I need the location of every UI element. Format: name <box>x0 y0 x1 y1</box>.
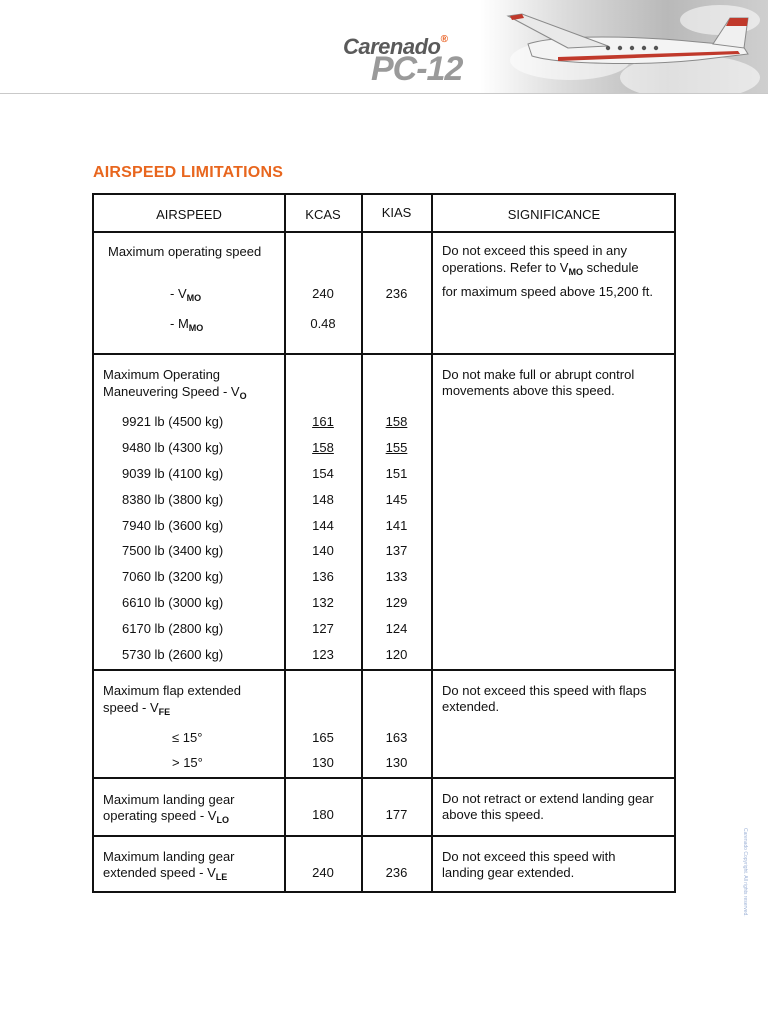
vo-kias: 155 <box>385 440 408 455</box>
vo-weight: 5730 lb (2600 kg) <box>122 647 224 662</box>
vfe-flap-setting: > 15° <box>172 755 203 770</box>
vfe-kcas: 165 <box>312 730 334 745</box>
vo-weight: 7060 lb (3200 kg) <box>122 569 224 584</box>
vmo-significance-line3: for maximum speed above 15,200 ft. <box>442 284 654 299</box>
vfe-label-line1: Maximum flap extended <box>103 683 242 698</box>
vo-kias: 120 <box>385 647 408 662</box>
vlo-label-line1: Maximum landing gear <box>103 792 235 807</box>
copyright-note: Carenado Copyright. All rights reserved. <box>742 828 748 917</box>
vle-significance-line2: landing gear extended. <box>442 865 575 880</box>
row-divider <box>94 835 674 837</box>
vlo-kcas: 180 <box>312 807 334 822</box>
vmo-kias: 236 <box>385 286 408 301</box>
row-divider <box>94 669 674 671</box>
row-divider <box>94 777 674 779</box>
vo-weight: 9480 lb (4300 kg) <box>122 440 224 455</box>
vo-kias: 129 <box>385 595 408 610</box>
vo-kcas: 140 <box>312 543 334 558</box>
vo-kcas: 123 <box>312 647 334 662</box>
vle-kcas: 240 <box>312 865 334 880</box>
section-title: AIRSPEED LIMITATIONS <box>93 164 284 181</box>
vo-kcas: 161 <box>312 414 334 429</box>
vo-kcas: 136 <box>312 569 334 584</box>
header-divider <box>0 93 768 94</box>
vfe-label-line2: speed - $V_{FE}$ <box>103 700 171 717</box>
vo-weight: 8380 lb (3800 kg) <box>122 492 224 507</box>
vo-kcas: 144 <box>312 518 334 533</box>
vle-kias: 236 <box>385 865 408 880</box>
vo-kias: 151 <box>385 466 408 481</box>
aircraft-image <box>498 4 758 94</box>
header-kcas: KCAS <box>305 207 341 222</box>
vo-weight: 6610 lb (3000 kg) <box>122 595 224 610</box>
vo-kias: 124 <box>385 621 408 636</box>
vo-weight: 9921 lb (4500 kg) <box>122 414 224 429</box>
header-airspeed: AIRSPEED <box>156 207 222 222</box>
vlo-significance-line1: Do not retract or extend landing gear <box>442 791 654 806</box>
vlo-significance-line2: above this speed. <box>442 807 544 822</box>
vo-kias: 133 <box>385 569 408 584</box>
vfe-kias: 163 <box>385 730 408 745</box>
vfe-kcas: 130 <box>312 755 334 770</box>
vo-kias: 141 <box>385 518 408 533</box>
vo-weight: 7940 lb (3600 kg) <box>122 518 224 533</box>
vmo-kcas: 240 <box>312 286 334 301</box>
vo-kias: 145 <box>385 492 408 507</box>
page-header <box>0 0 768 94</box>
vo-kias: 137 <box>385 543 408 558</box>
vo-weight: 6170 lb (2800 kg) <box>122 621 224 636</box>
brand-logo: Carenado® PC-12 <box>343 34 463 88</box>
vle-label-line1: Maximum landing gear <box>103 849 235 864</box>
vmo-label: Maximum operating speed <box>108 244 262 259</box>
vo-significance-line2: movements above this speed. <box>442 383 615 398</box>
airspeed-limitations-table <box>92 193 676 893</box>
header-kias: KIAS <box>381 205 412 220</box>
vmo-symbol: - $V_{MO}$ <box>170 286 202 303</box>
vo-kcas: 154 <box>312 466 334 481</box>
vo-weight: 7500 lb (3400 kg) <box>122 543 224 558</box>
vmo-significance-line1: Do not exceed this speed in any <box>442 243 628 258</box>
vfe-significance-line2: extended. <box>442 699 500 714</box>
header-significance: SIGNIFICANCE <box>507 207 601 222</box>
vo-significance-line1: Do not make full or abrupt control <box>442 367 635 382</box>
vfe-kias: 130 <box>385 755 408 770</box>
vo-label-line2: Maneuvering Speed - $V_O$ <box>103 384 247 401</box>
vo-kcas: 148 <box>312 492 334 507</box>
vlo-kias: 177 <box>385 807 408 822</box>
vo-label-line1: Maximum Operating <box>103 367 221 382</box>
vfe-significance-line1: Do not exceed this speed with flaps <box>442 683 647 698</box>
vlo-label-line2: operating speed - $V_{LO}$ <box>103 808 229 825</box>
vo-kias: 158 <box>385 414 408 429</box>
mmo-kcas: 0.48 <box>310 316 336 331</box>
mmo-symbol: - $M_{MO}$ <box>170 316 204 333</box>
vo-kcas: 158 <box>312 440 334 455</box>
vle-significance-line1: Do not exceed this speed with <box>442 849 616 864</box>
row-divider <box>94 353 674 355</box>
vo-kcas: 127 <box>312 621 334 636</box>
row-divider <box>94 231 674 233</box>
vo-kcas: 132 <box>312 595 334 610</box>
vle-label-line2: extended speed - $V_{LE}$ <box>103 865 228 882</box>
vmo-significance-line2: operations. Refer to $V_{MO}$ schedule <box>442 260 639 277</box>
vo-weight: 9039 lb (4100 kg) <box>122 466 224 481</box>
vfe-flap-setting: ≤ 15° <box>172 730 203 745</box>
column-divider <box>431 195 433 891</box>
